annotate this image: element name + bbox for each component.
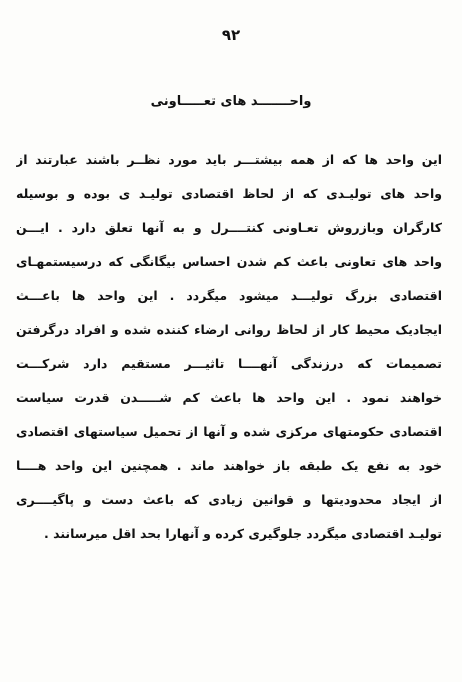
text-line: ایجادیک محیط کار از لحاظ روانی ارضاء کننده شده و افراد درگرفتن	[16, 322, 442, 337]
text-line: تولیـد اقتصادی میگردد جلوگیری کرده و آنهارا بحد اقل میرسانند .	[44, 526, 442, 541]
text-line: اقتصادی بزرگ تولیـــد میشود میگردد . این واحد ها باعـــث	[16, 288, 442, 303]
text-line: اقتصادی حکومتهای مرکزی شده و آنها از تحمیل سیاستهای اقتصادی	[16, 424, 442, 439]
text-line: این واحد ها که از همه بیشتـــر باید مورد نظــر باشند عبارتند از	[16, 152, 442, 167]
text-line: از ایجاد محدودیتها و قوانین زیادی که باعث دست و پاگیــــری	[16, 492, 442, 507]
section-heading: واحـــــــد های تعـــــاونی	[150, 94, 312, 109]
text-line: واحد های تعاونی باعث کم شدن احساس بیگانگی که درسیستمهـای	[16, 254, 442, 269]
text-line: واحد های تولیـدی که از لحاظ اقتصادی تولیـد ی بوده و بوسیله	[16, 186, 442, 201]
body-text	[16, 143, 442, 551]
page-number: ۹۲	[221, 26, 241, 44]
text-line: خود به نفع یک طبقه باز خواهند ماند . همچنین این واحد هــــا	[16, 458, 442, 473]
text-line: تصمیمات که درزندگی آنهــــا تاثیـــر مستقیم دارد شرکـــت	[16, 356, 442, 371]
text-line: خواهند نمود . این واحد ها باعث کم شـــــدن قدرت سیاست	[16, 390, 442, 405]
text-line: کارگران وبازروش تعـاونی کنتــــرل و به آنها تعلق دارد . ایـــن	[16, 220, 442, 235]
